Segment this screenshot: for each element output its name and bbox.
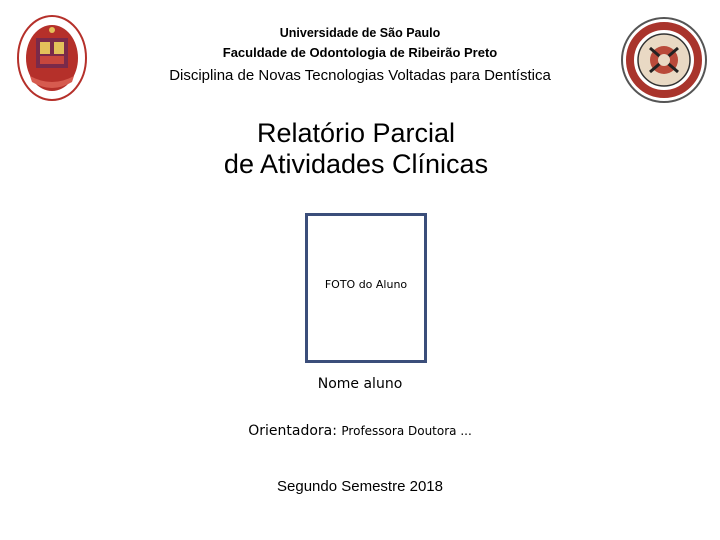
advisor-line [150, 423, 570, 439]
advisor-name: Professora Doutora ... [341, 424, 472, 438]
report-title-line-2: de Atividades Clínicas [223, 149, 489, 179]
semester: Segundo Semestre 2018 [277, 478, 443, 495]
student-name: Nome aluno [317, 376, 403, 392]
university-name: Universidade de São Paulo [279, 26, 441, 40]
advisor-label: Orientadora: [248, 423, 342, 439]
discipline-name: Disciplina de Novas Tecnologias Voltadas para Dentística [169, 67, 551, 84]
faculty-name: Faculdade de Odontologia de Ribeirão Preto [222, 45, 498, 60]
report-title-line-1: Relatório Parcial [256, 118, 456, 148]
report-title [150, 118, 562, 180]
photo-label: FOTO do Aluno [324, 278, 408, 291]
